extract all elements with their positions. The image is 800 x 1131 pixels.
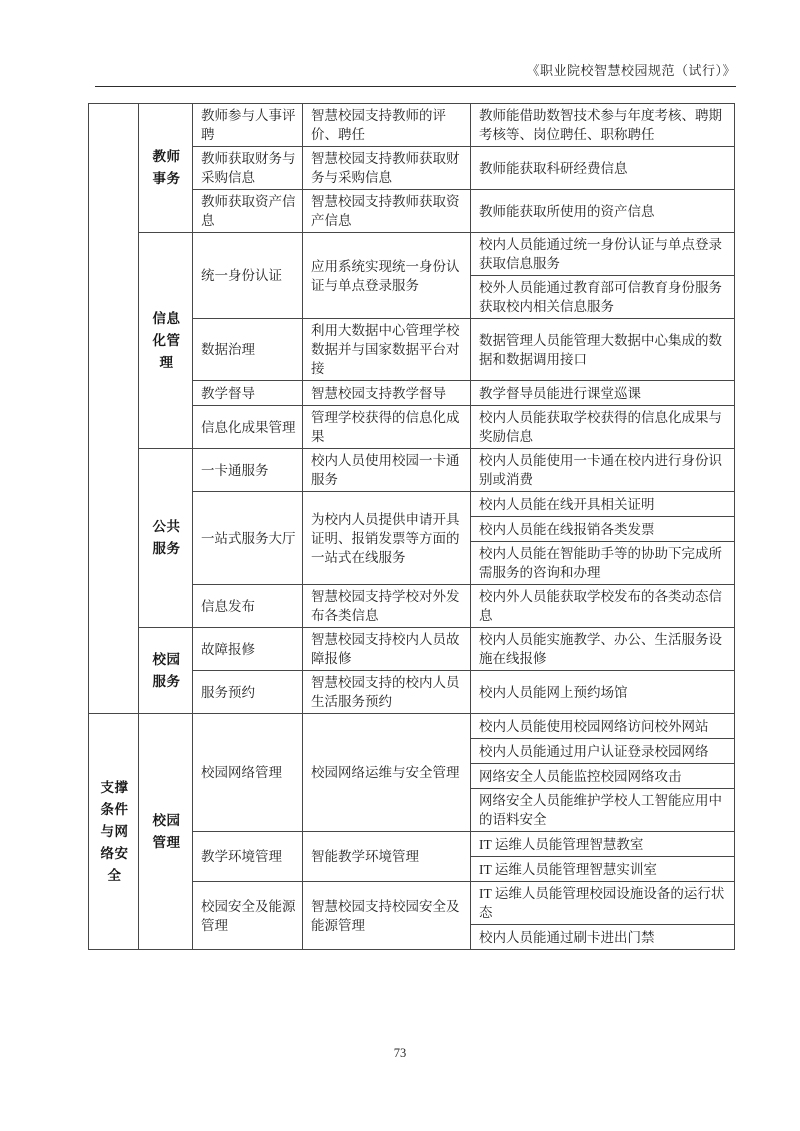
- outcome-cell: 教学督导员能进行课堂巡课: [471, 381, 735, 406]
- item-name-cell: 教学督导: [193, 381, 303, 406]
- item-desc-cell: 智慧校园支持校内人员故障报修: [303, 628, 471, 671]
- item-desc-cell: 管理学校获得的信息化成果: [303, 406, 471, 449]
- item-name-cell: 故障报修: [193, 628, 303, 671]
- item-desc-cell: 智慧校园支持教师获取财务与采购信息: [303, 147, 471, 190]
- section-label-cell: [139, 714, 193, 950]
- section-label-cell: [139, 233, 193, 449]
- item-name-cell: 信息发布: [193, 585, 303, 628]
- item-name-cell: 数据治理: [193, 319, 303, 381]
- item-desc-cell: 应用系统实现统一身份认证与单点登录服务: [303, 233, 471, 319]
- outcome-cell: 网络安全人员能监控校园网络攻击: [471, 764, 735, 789]
- section-label: 教师事务: [152, 149, 181, 186]
- item-desc-cell: 智慧校园支持教师获取资产信息: [303, 190, 471, 233]
- outcome-cell: 校内人员能获取学校获得的信息化成果与奖励信息: [471, 406, 735, 449]
- header-rule: [95, 86, 736, 87]
- section-label: 公共服务: [152, 519, 181, 556]
- section-label: 校园服务: [152, 651, 181, 689]
- outcome-cell: IT 运维人员能管理校园设施设备的运行状态: [471, 882, 735, 925]
- document-header-title: 《职业院校智慧校园规范（试行）》: [526, 63, 736, 78]
- outcome-cell: IT 运维人员能管理智慧教室: [471, 832, 735, 857]
- item-desc-cell: 智慧校园支持教学督导: [303, 381, 471, 406]
- item-desc-cell: 利用大数据中心管理学校数据并与国家数据平台对接: [303, 319, 471, 381]
- outcome-cell: 网络安全人员能维护学校人工智能应用中的语料安全: [471, 789, 735, 832]
- smart-campus-spec-table: [88, 103, 735, 950]
- outcome-cell: 数据管理人员能管理大数据中心集成的数据和数据调用接口: [471, 319, 735, 381]
- category-label: 支撑条件与网络安全: [100, 779, 129, 883]
- item-desc-cell: 智慧校园支持校园安全及能源管理: [303, 882, 471, 950]
- outcome-cell: 教师能借助数智技术参与年度考核、聘期考核等、岗位聘任、职称聘任: [471, 104, 735, 147]
- outcome-cell: 校内人员能实施教学、办公、生活服务设施在线报修: [471, 628, 735, 671]
- item-desc-cell: 智慧校园支持教师的评价、聘任: [303, 104, 471, 147]
- item-desc-cell: 智能教学环境管理: [303, 832, 471, 882]
- item-desc-cell: 智慧校园支持学校对外发布各类信息: [303, 585, 471, 628]
- table-row: [89, 449, 735, 492]
- category-label-cell: [89, 714, 139, 950]
- table-row: [89, 104, 735, 147]
- section-label: 信息化管理: [152, 310, 181, 370]
- item-name-cell: 信息化成果管理: [193, 406, 303, 449]
- section-label-cell: [139, 449, 193, 628]
- table-row: [89, 628, 735, 671]
- section-label-cell: [139, 104, 193, 233]
- outcome-cell: 教师能获取所使用的资产信息: [471, 190, 735, 233]
- item-name-cell: 校园安全及能源管理: [193, 882, 303, 950]
- section-label-cell: [139, 628, 193, 714]
- section-label: 校园管理: [152, 812, 181, 850]
- outcome-cell: 校外人员能通过教育部可信教育身份服务获取校内相关信息服务: [471, 276, 735, 319]
- outcome-cell: 校内人员能通过统一身份认证与单点登录获取信息服务: [471, 233, 735, 276]
- item-desc-cell: 为校内人员提供申请开具证明、报销发票等方面的一站式在线服务: [303, 492, 471, 585]
- outcome-cell: 校内人员能通过刷卡进出门禁: [471, 925, 735, 950]
- item-name-cell: 统一身份认证: [193, 233, 303, 319]
- outcome-cell: 校内人员能在智能助手等的协助下完成所需服务的咨询和办理: [471, 542, 735, 585]
- outcome-cell: 校内外人员能获取学校发布的各类动态信息: [471, 585, 735, 628]
- item-name-cell: 教师参与人事评聘: [193, 104, 303, 147]
- item-name-cell: 教师获取资产信息: [193, 190, 303, 233]
- item-name-cell: 服务预约: [193, 671, 303, 714]
- table-row: [89, 714, 735, 739]
- outcome-cell: 校内人员能通过用户认证登录校园网络: [471, 739, 735, 764]
- outcome-cell: 教师能获取科研经费信息: [471, 147, 735, 190]
- item-name-cell: 一站式服务大厅: [193, 492, 303, 585]
- item-desc-cell: 校内人员使用校园一卡通服务: [303, 449, 471, 492]
- outcome-cell: 校内人员能网上预约场馆: [471, 671, 735, 714]
- item-name-cell: 教学环境管理: [193, 832, 303, 882]
- outcome-cell: 校内人员能在线报销各类发票: [471, 517, 735, 542]
- outcome-cell: 校内人员能在线开具相关证明: [471, 492, 735, 517]
- outcome-cell: IT 运维人员能管理智慧实训室: [471, 857, 735, 882]
- table-row: [89, 233, 735, 276]
- item-name-cell: 教师获取财务与采购信息: [193, 147, 303, 190]
- item-desc-cell: 智慧校园支持的校内人员生活服务预约: [303, 671, 471, 714]
- item-desc-cell: 校园网络运维与安全管理: [303, 714, 471, 832]
- outcome-cell: 校内人员能使用校园网络访问校外网站: [471, 714, 735, 739]
- category-empty-cell: [89, 104, 139, 714]
- outcome-cell: 校内人员能使用一卡通在校内进行身份识别或消费: [471, 449, 735, 492]
- item-name-cell: 一卡通服务: [193, 449, 303, 492]
- item-name-cell: 校园网络管理: [193, 714, 303, 832]
- page-number: 73: [393, 1046, 407, 1060]
